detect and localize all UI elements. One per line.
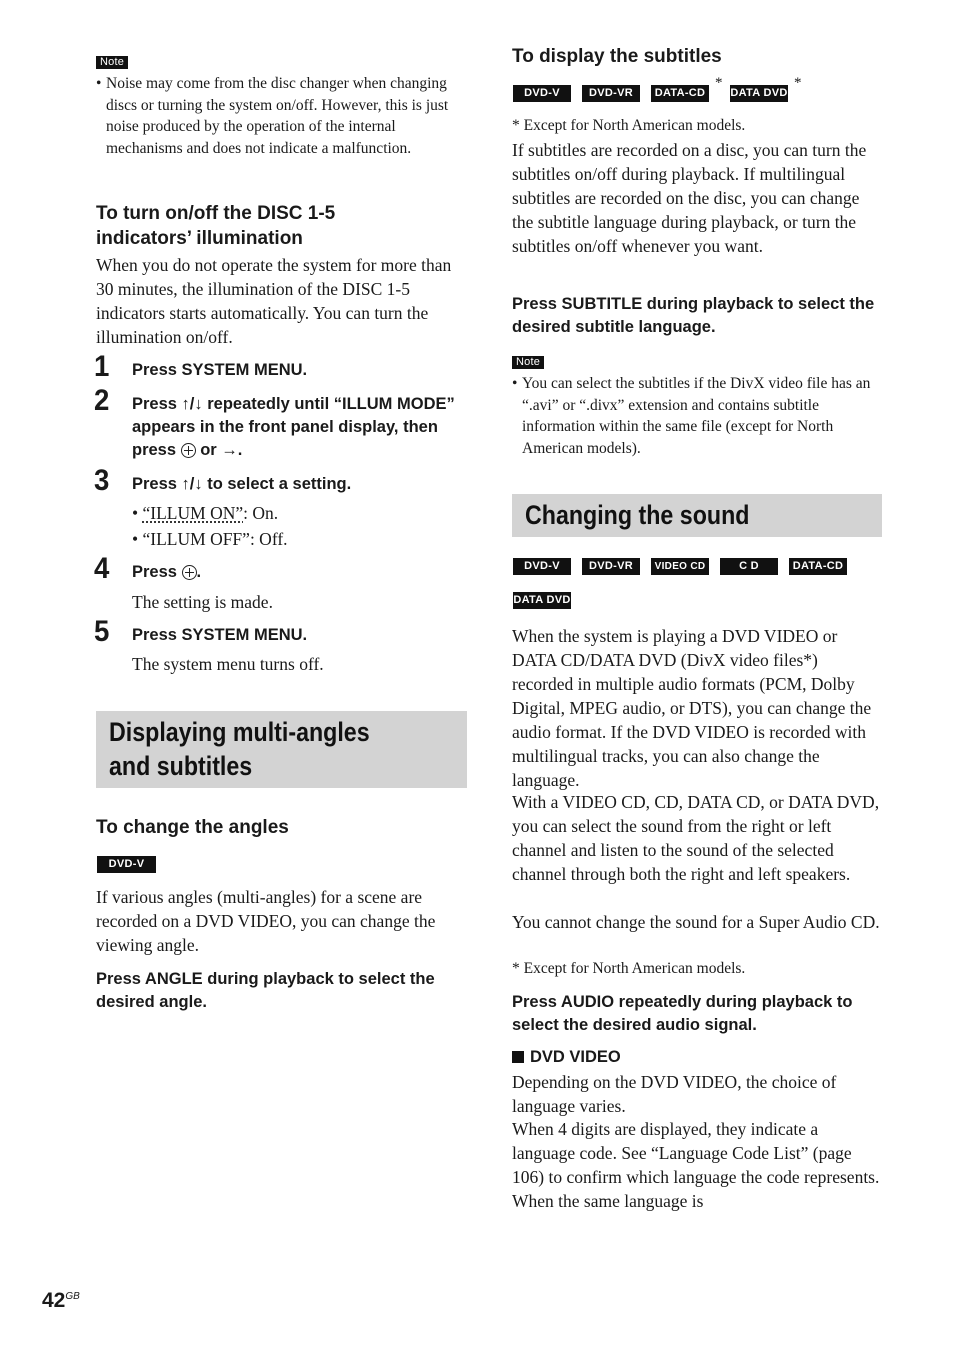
sound-instruction: Press AUDIO repeatedly during playback to select the desired audio signal. [512,993,853,1034]
note-item [512,373,882,459]
step-number: 3 [94,464,110,497]
step-number: 2 [94,384,110,417]
dvd-video-heading: DVD VIDEO [512,1046,882,1069]
right-arrow-icon: → [221,441,238,459]
step-result: The setting is made. [132,592,273,612]
step-number: 4 [94,552,110,585]
step-text: Press ↑/↓ repeatedly until “ILLUM MODE” appears in the front panel display, then press or →. [132,395,455,459]
disc-badge-data-dvd: DATA DVD [513,592,571,609]
disc-badge-dvd-v: DVD-V [513,85,571,102]
dvd-video-body-1: Depending on the DVD VIDEO, the choice of language varies. [512,1072,837,1116]
option-illum-on: • “ILLUM ON”: On. [132,503,279,523]
disc-badge-dvd-vr: DVD-VR [582,558,640,575]
asterisk: * [794,75,802,91]
enter-button-icon [181,443,196,458]
disc-badge-data-cd: DATA-CD [651,85,709,102]
step-number: 1 [94,350,110,383]
disc-badge-dvd-v: DVD-V [97,856,156,873]
up-down-arrows-icon: ↑/↓ [181,475,203,493]
note-text: Noise may come from the disc changer when changing discs or turning the system on/off. However, this is just noise produced by the operation of the internal mechanisms and does not indicate a malfunction. [106,75,449,157]
subtitles-footnote: * Except for North American models. [512,117,746,134]
up-down-arrows-icon: ↑/↓ [181,395,203,413]
illum-body: When you do not operate the system for more than 30 minutes, the illumination of the DISC 1-5 indicators starts automatically. You can turn the illumination on/off. [96,255,452,347]
page-number: $42^{GB}$ [42,1289,80,1312]
note-label: Note [96,56,128,69]
page-suffix: GB [65,1291,80,1302]
sound-body-2: With a VIDEO CD, CD, DATA CD, or DATA DVD, you can select the sound from the right or left channel and listen to the sound of the selected channel through both the right and left speakers. [512,792,880,884]
subtitles-instruction: Press SUBTITLE during playback to select the desired subtitle language. [512,295,875,336]
step-number: 5 [94,615,110,648]
illum-heading: To turn on/off the DISC 1-5 indicators’ illumination [96,203,336,249]
dvd-video-body-2: When 4 digits are displayed, they indicate a language code. See “Language Code List” (page 106) to confirm which language the code represents. When the same language is [512,1119,880,1211]
step-text: Press SYSTEM MENU. [132,626,308,644]
disc-badge-video-cd: VIDEO CD [651,558,709,575]
disc-badge-cd: C D [720,558,778,575]
sound-footnote: * Except for North American models. [512,960,746,977]
step-text: Press SYSTEM MENU. [132,361,308,379]
option-illum-off: • “ILLUM OFF”: Off. [132,529,288,549]
bullet: • [512,375,518,392]
disc-badge-data-dvd: DATA DVD [730,85,788,102]
step-result: The system menu turns off. [132,654,324,674]
square-bullet-icon [512,1051,524,1063]
section-title-sound: Changing the sound [512,494,882,537]
subtitles-body: If subtitles are recorded on a disc, you can turn the subtitles on/off during playback. If multilingual subtitles are recorded on the disc, you can change the subtitle language during playback, or turn the subtitles on/off whenever you want. [512,140,867,256]
section-title-angles: Displaying multi-angles and subtitles [96,711,467,788]
enter-button-icon [182,565,197,580]
step-text: Press . [132,563,202,581]
sound-body-1: When the system is playing a DVD VIDEO or DATA CD/DATA DVD (DivX video files*) recorded in multiple audio formats (PCM, Dolby Digital, MPEG audio, or DTS), you can change the audio format. If the DVD VIDEO is recorded with multilingual tracks, you can also change the language. [512,626,872,790]
angles-instruction: Press ANGLE during playback to select the desired angle. [96,970,435,1011]
disc-badge-dvd-v: DVD-V [513,558,571,575]
note-label: Note [512,356,544,369]
note-item [96,73,467,159]
subtitles-heading: To display the subtitles [512,46,722,67]
step-text: Press ↑/↓ to select a setting. [132,475,352,493]
disc-badge-dvd-vr: DVD-VR [582,85,640,102]
angles-heading: To change the angles [96,817,289,838]
asterisk: * [715,75,723,91]
sound-body-3: You cannot change the sound for a Super Audio CD. [512,912,880,932]
bullet: • [96,75,102,92]
note-text: You can select the subtitles if the DivX video file has an “.avi” or “.divx” extension and contains subtitle information within the same file (except for North American models). [522,375,871,457]
angles-body: If various angles (multi-angles) for a scene are recorded on a DVD VIDEO, you can change the viewing angle. [96,887,436,955]
disc-badge-data-cd: DATA-CD [789,558,847,575]
